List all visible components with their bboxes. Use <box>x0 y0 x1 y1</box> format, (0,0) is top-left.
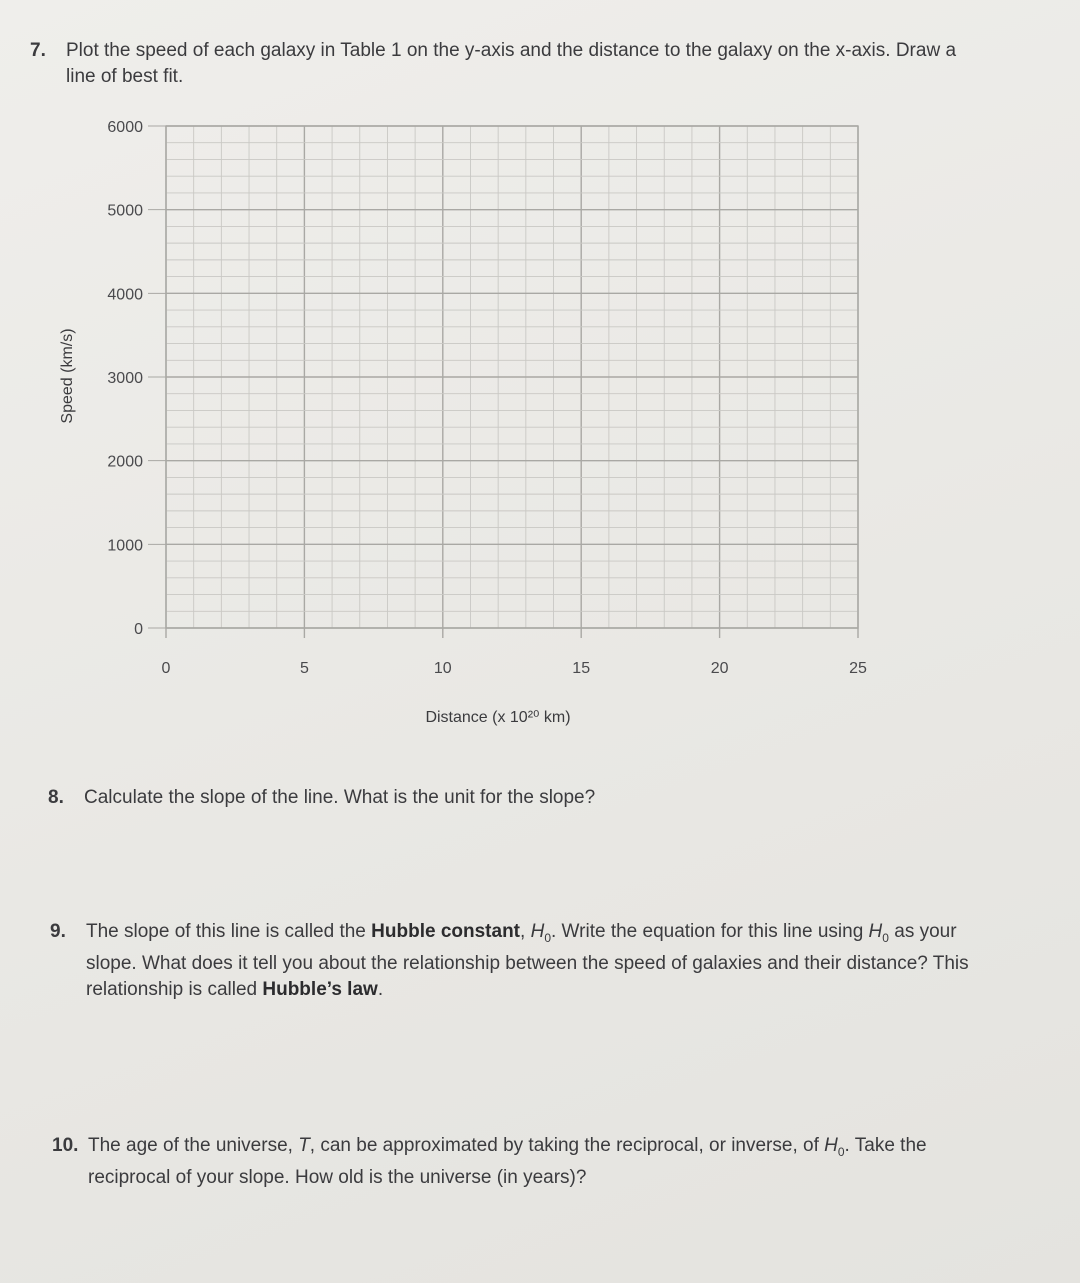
x-tick-label: 15 <box>572 660 591 677</box>
question-10-text <box>88 1133 927 1191</box>
x-axis-title: Distance (x 10²⁰ km) <box>425 709 571 726</box>
x-tick-label: 10 <box>433 660 452 677</box>
y-tick-label: 3000 <box>107 370 143 387</box>
x-tick-label: 5 <box>299 660 309 677</box>
question-9-line-2: slope. What does it tell you about the relationship between the speed of galaxies and their distance? This <box>86 952 969 974</box>
question-9-number: 9. <box>50 921 66 942</box>
question-8-text: Calculate the slope of the line. What is the unit for the slope? <box>84 787 596 808</box>
question-7-line-2: line of best fit. <box>66 66 184 87</box>
question-7-line-1: Plot the speed of each galaxy in Table 1 on the y-axis and the distance to the galaxy on the x-axis. Draw a <box>66 40 957 61</box>
y-tick-label: 5000 <box>107 202 143 220</box>
y-tick-label: 2000 <box>107 453 143 471</box>
x-tick-label: 20 <box>710 660 729 677</box>
question-10-line-1: The age of the universe, T, can be approximated by taking the reciprocal, or inverse, of $H_0$. Take the <box>88 1135 927 1159</box>
hubbles-law-term: Hubble’s law <box>262 978 378 1000</box>
question-9-line-3: relationship is called Hubble’s law. <box>86 978 384 1000</box>
question-8-number: 8. <box>48 787 64 808</box>
y-tick-label: 4000 <box>107 286 143 304</box>
question-9-line-1: The slope of this line is called the Hubble constant, $H_0$. Write the equation for this line using $H_0$ as your <box>86 921 957 945</box>
grid <box>148 126 858 638</box>
question-9-text <box>86 919 969 1003</box>
question-7-number: 7. <box>30 40 46 61</box>
y-tick-label: 1000 <box>107 537 143 555</box>
y-tick-label: 6000 <box>107 119 143 136</box>
question-10-number: 10. <box>52 1135 79 1156</box>
x-tick-label: 0 <box>161 660 171 677</box>
x-tick-label: 25 <box>849 660 867 677</box>
y-axis-title: Speed (km/s) <box>59 328 76 424</box>
question-10-line-2: reciprocal of your slope. How old is the universe (in years)? <box>88 1166 587 1188</box>
y-tick-label: 0 <box>134 621 143 638</box>
hubble-constant-term: Hubble constant <box>371 921 521 942</box>
